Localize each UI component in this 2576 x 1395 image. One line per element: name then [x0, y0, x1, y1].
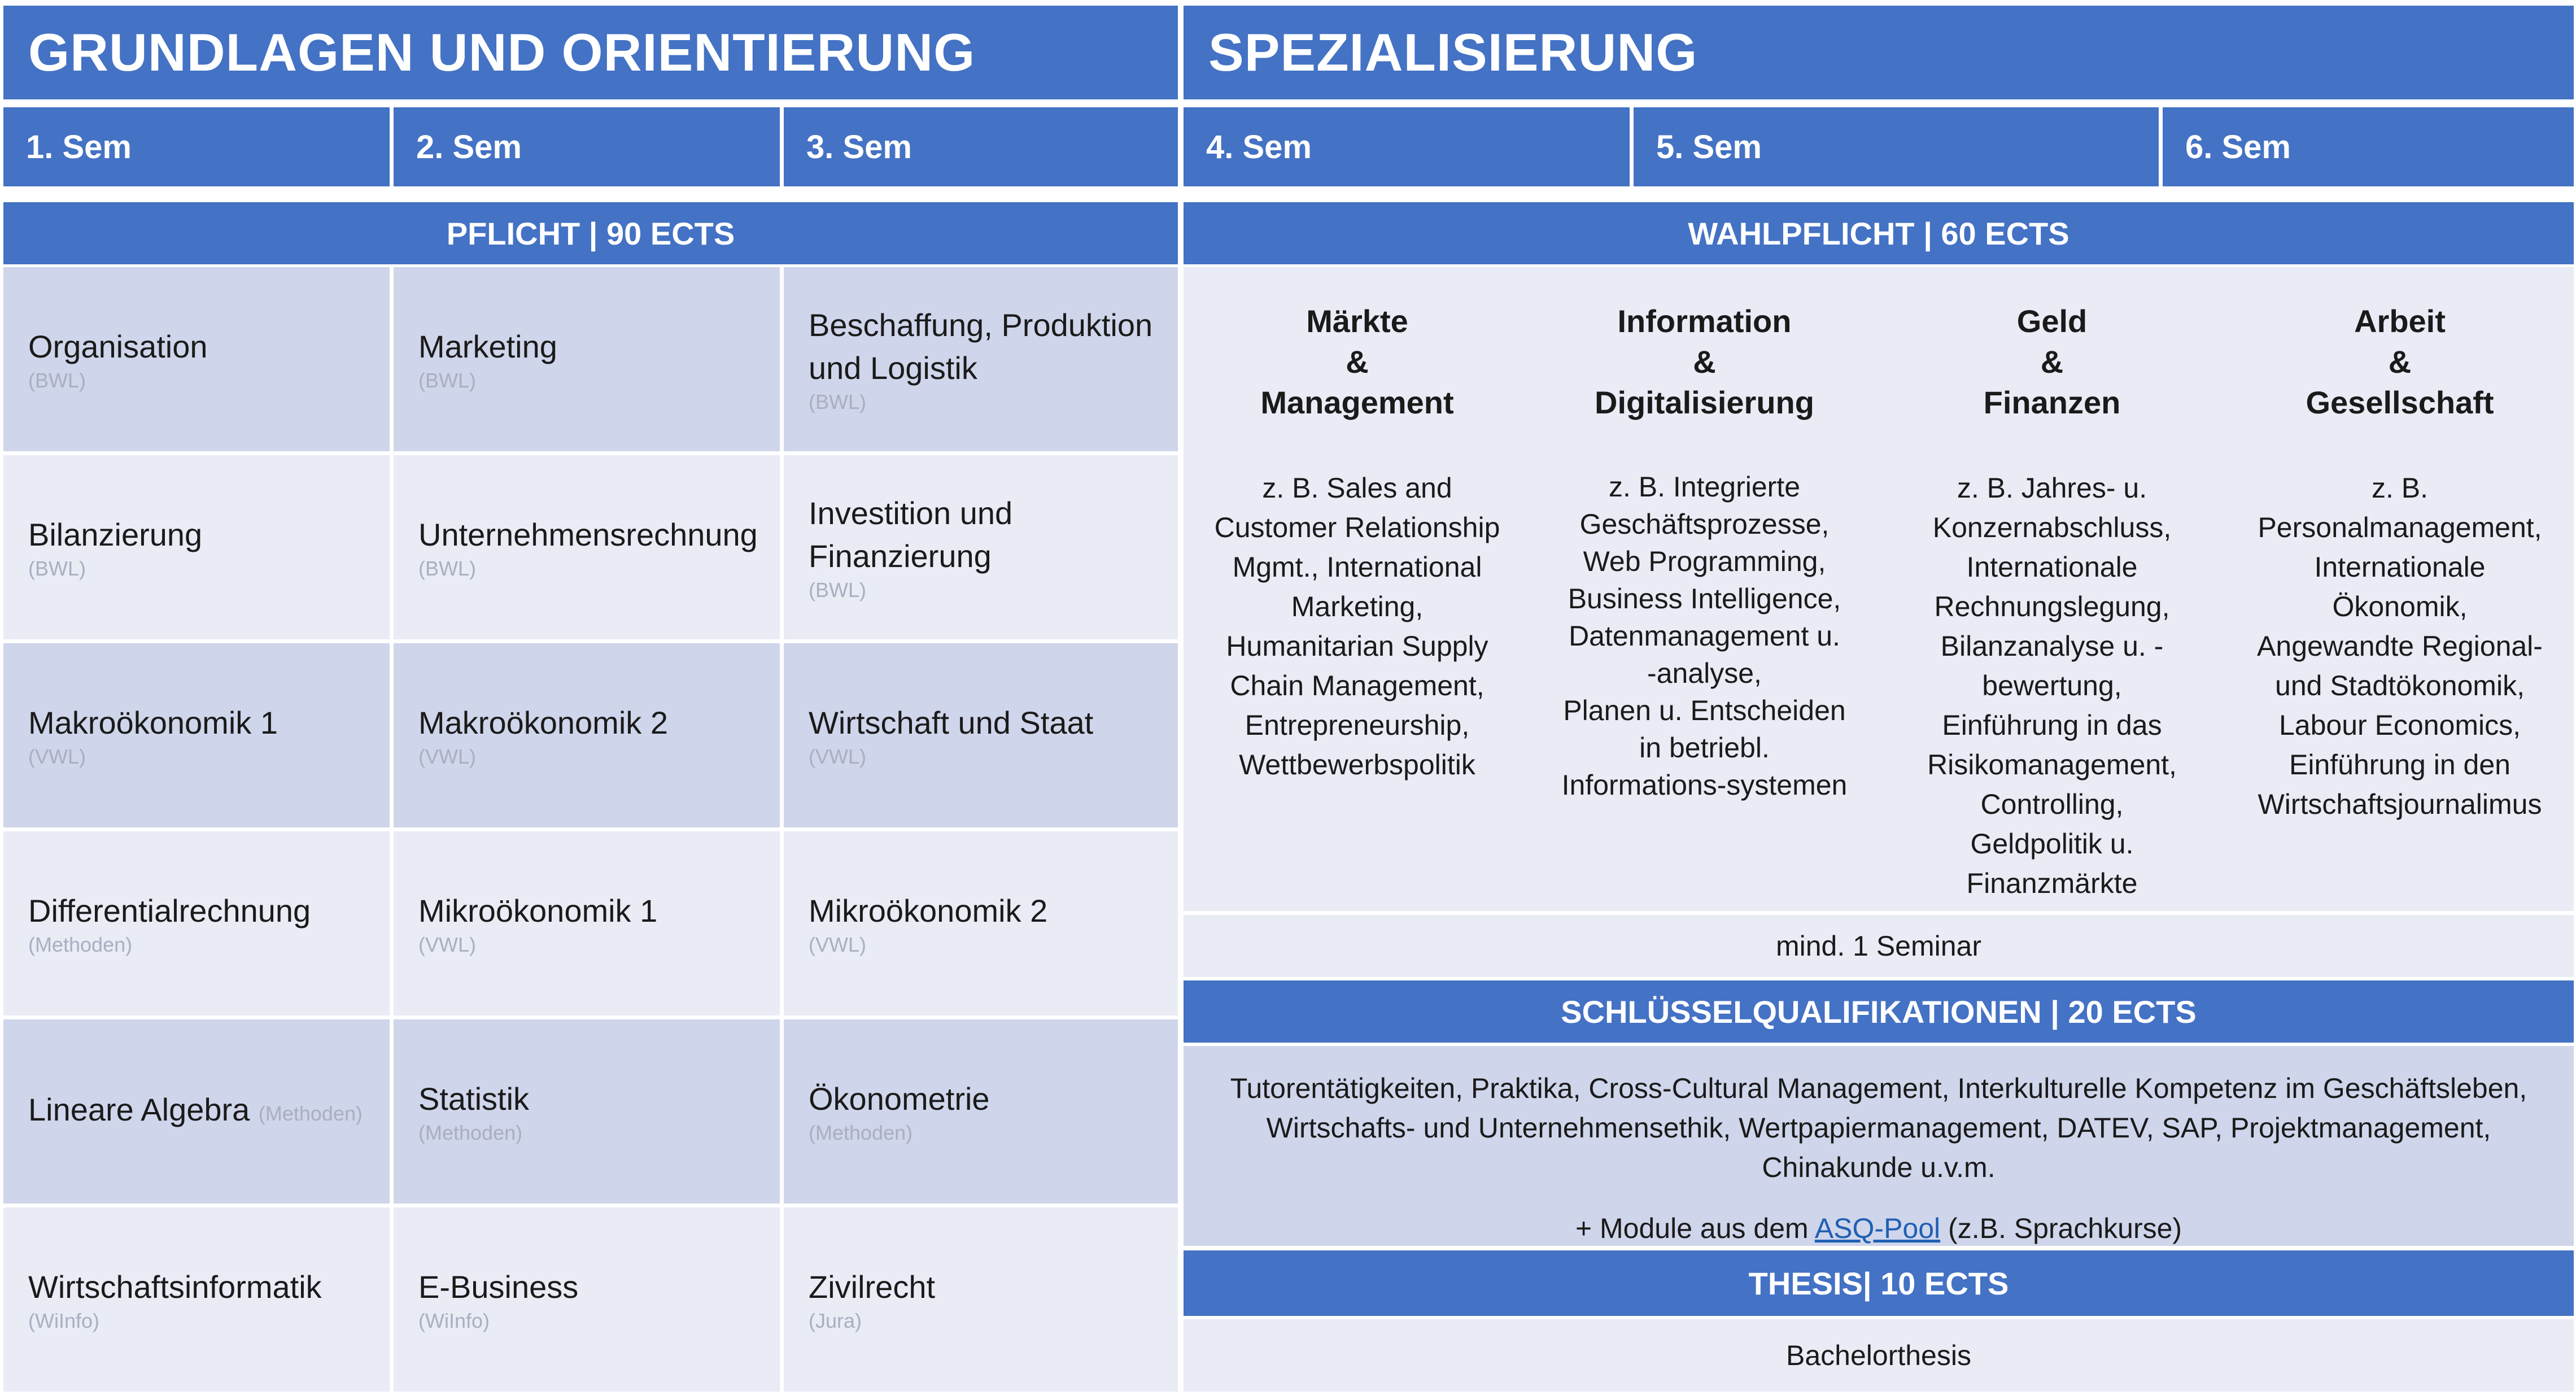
course-tag: (BWL) [809, 390, 866, 413]
field-heading-line: Management [1260, 385, 1454, 420]
course-tag: (BWL) [28, 369, 86, 392]
course-lineare-algebra [3, 1019, 390, 1204]
course-name: E-Business [418, 1269, 579, 1305]
field-desc-line: Internationale [2314, 551, 2486, 583]
field-arbeit-gesellschaft [2226, 267, 2574, 911]
course-name: Investition und Finanzierung [809, 495, 1013, 574]
field-desc-line: Mgmt., International [1232, 551, 1482, 583]
course-mikro-2 [784, 831, 1178, 1015]
field-desc-line: Ökonomik, [2332, 591, 2468, 622]
course-organisation [3, 267, 390, 451]
course-name: Organisation [28, 329, 208, 364]
field-desc-line: z. B. Integrierte [1608, 471, 1801, 503]
asq-pool-link[interactable]: ASQ-Pool [1814, 1213, 1941, 1244]
course-tag: (BWL) [28, 557, 86, 580]
field-desc-line: Personalmanagement, [2258, 512, 2542, 543]
field-desc-line: Business Intelligence, [1568, 583, 1841, 614]
course-name: Mikroökonomik 2 [809, 893, 1048, 928]
field-maerkte-management [1184, 267, 1531, 911]
course-zivilrecht [784, 1207, 1178, 1392]
course-wirtschaftsinformatik [3, 1207, 390, 1392]
field-heading-line: Geld [2016, 303, 2088, 339]
course-name: Unternehmensrechnung [418, 517, 758, 552]
course-tag: (WiInfo) [28, 1309, 99, 1332]
semester-4-header: 4. Sem [1184, 107, 1630, 186]
pflicht-band: PFLICHT | 90 ECTS [3, 202, 1178, 264]
course-name: Lineare Algebra [28, 1091, 250, 1127]
semester-2-header: 2. Sem [394, 107, 780, 186]
field-desc-line: bewertung, [1982, 670, 2122, 701]
field-desc-line: Web Programming, [1583, 546, 1826, 577]
field-heading [2232, 301, 2568, 423]
course-tag: (WiInfo) [418, 1309, 490, 1332]
course-name: Differentialrechnung [28, 893, 311, 928]
thesis-band: THESIS| 10 ECTS [1184, 1250, 2574, 1316]
course-name: Bilanzierung [28, 517, 203, 552]
asq-prefix: + Module aus dem [1575, 1213, 1815, 1244]
field-desc-line: Chain Management, [1230, 670, 1485, 701]
course-makro-1 [3, 643, 390, 827]
field-desc-line: Labour Economics, [2278, 709, 2521, 741]
section-title-grundlagen: GRUNDLAGEN UND ORIENTIERUNG [3, 6, 1178, 99]
course-differentialrechnung [3, 831, 390, 1015]
course-tag: (VWL) [809, 745, 866, 768]
field-desc-line: Informations-systemen [1561, 769, 1848, 801]
field-desc-line: z. B. Jahres- u. [1957, 472, 2147, 504]
field-heading-line: & [1346, 344, 1369, 380]
field-desc-line: Entrepreneurship, [1245, 709, 1470, 741]
course-name: Zivilrecht [809, 1269, 936, 1305]
course-name: Makroökonomik 1 [28, 705, 278, 740]
field-desc-line: Wirtschaftsjournalimus [2258, 788, 2542, 820]
course-marketing [394, 267, 780, 451]
course-name: Mikroökonomik 1 [418, 893, 658, 928]
schluessel-panel [1184, 1046, 2574, 1246]
semester-3-header: 3. Sem [784, 107, 1178, 186]
schluessel-text [1184, 1046, 2574, 1187]
semester-5-header: 5. Sem [1634, 107, 2159, 186]
course-tag: (VWL) [418, 745, 476, 768]
field-heading-line: Gesellschaft [2306, 385, 2494, 420]
field-heading [1884, 301, 2220, 423]
field-heading-line: & [2388, 344, 2412, 380]
course-tag: (VWL) [418, 933, 476, 956]
course-oekonometrie [784, 1019, 1178, 1204]
course-name-with-tag [28, 1088, 373, 1135]
course-name: Ökonometrie [809, 1081, 990, 1117]
field-description [1536, 468, 1872, 804]
course-unternehmensrechnung [394, 455, 780, 639]
field-desc-line: Wettbewerbspolitik [1239, 749, 1475, 781]
course-e-business [394, 1207, 780, 1392]
field-desc-line: Angewandte Regional- [2257, 630, 2543, 662]
field-heading-line: Märkte [1306, 303, 1408, 339]
field-desc-line: Risikomanagement, [1927, 749, 2177, 781]
field-desc-line: Konzernabschluss, [1932, 512, 2172, 543]
field-desc-line: in betriebl. [1639, 732, 1770, 764]
wahlpflicht-panel [1184, 267, 2574, 911]
field-heading-line: Digitalisierung [1595, 385, 1814, 420]
field-desc-line: Bilanzanalyse u. - [1940, 630, 2164, 662]
field-heading-line: Information [1617, 303, 1792, 339]
course-tag: (BWL) [418, 557, 476, 580]
thesis-text: Bachelorthesis [1184, 1319, 2574, 1392]
section-title-spezialisierung: SPEZIALISIERUNG [1184, 6, 2574, 99]
field-desc-line: Controlling, [1980, 788, 2124, 820]
field-heading-line: & [1693, 344, 1716, 380]
course-tag: (Methoden) [809, 1121, 913, 1144]
course-tag: (Methoden) [28, 933, 133, 956]
course-tag: (Methoden) [418, 1121, 523, 1144]
asq-suffix: (z.B. Sprachkurse) [1940, 1213, 2182, 1244]
course-tag: (Methoden) [258, 1101, 363, 1125]
course-bilanzierung [3, 455, 390, 639]
wahlpflicht-band: WAHLPFLICHT | 60 ECTS [1184, 202, 2574, 264]
semester-1-header: 1. Sem [3, 107, 390, 186]
field-heading [1536, 301, 1872, 423]
seminar-note: mind. 1 Seminar [1184, 915, 2574, 977]
course-wirtschaft-staat [784, 643, 1178, 827]
course-name: Beschaffung, Produktion und Logistik [809, 307, 1153, 386]
course-name: Wirtschaftsinformatik [28, 1269, 322, 1305]
field-heading [1189, 301, 1525, 423]
field-desc-line: Finanzmärkte [1966, 867, 2138, 899]
field-heading-line: & [2040, 344, 2064, 380]
course-tag: (Jura) [809, 1309, 862, 1332]
field-desc-line: Einführung in das [1942, 709, 2162, 741]
field-desc-line: und Stadtökonomik, [2275, 670, 2525, 701]
field-desc-line: Geldpolitik u. [1970, 828, 2134, 860]
field-desc-line: Einführung in den [2289, 749, 2510, 781]
schluessel-band: SCHLÜSSELQUALIFIKATIONEN | 20 ECTS [1184, 980, 2574, 1043]
field-desc-line: z. B. [2371, 472, 2429, 504]
schluessel-text-line: Wirtschafts- und Unternehmensethik, Wertpapiermanagement, DATEV, SAP, Projektmanagement, [1266, 1112, 2491, 1144]
course-name: Marketing [418, 329, 557, 364]
course-tag: (VWL) [809, 933, 866, 956]
course-tag: (VWL) [28, 745, 86, 768]
course-makro-2 [394, 643, 780, 827]
field-desc-line: Marketing, [1291, 591, 1424, 622]
field-desc-line: z. B. Sales and [1262, 472, 1452, 504]
course-tag: (BWL) [418, 369, 476, 392]
asq-pool-note [1184, 1209, 2574, 1248]
course-name: Wirtschaft und Staat [809, 705, 1094, 740]
field-desc-line: Planen u. Entscheiden [1563, 695, 1846, 726]
field-desc-line: Datenmanagement u. [1569, 620, 1840, 652]
semester-6-header: 6. Sem [2163, 107, 2574, 186]
field-desc-line: -analyse, [1647, 657, 1762, 689]
field-desc-line: Geschäftsprozesse, [1579, 508, 1830, 540]
field-information-digitalisierung [1531, 267, 1878, 911]
schluessel-text-line: Chinakunde u.v.m. [1762, 1152, 1996, 1183]
field-geld-finanzen [1878, 267, 2226, 911]
field-desc-line: Rechnungslegung, [1934, 591, 2170, 622]
field-desc-line: Customer Relationship [1214, 512, 1500, 543]
field-heading-line: Arbeit [2354, 303, 2446, 339]
course-statistik [394, 1019, 780, 1204]
course-investition [784, 455, 1178, 639]
field-description [1189, 468, 1525, 784]
course-tag: (BWL) [809, 578, 866, 601]
course-beschaffung [784, 267, 1178, 451]
schluessel-text-line: Tutorentätigkeiten, Praktika, Cross-Cultural Management, Interkulturelle Kompetenz im Geschäftsleben, [1230, 1073, 2527, 1104]
course-name: Makroökonomik 2 [418, 705, 668, 740]
course-mikro-1 [394, 831, 780, 1015]
field-heading-line: Finanzen [1983, 385, 2121, 420]
field-description [1884, 468, 2220, 903]
field-desc-line: Internationale [1966, 551, 2138, 583]
field-desc-line: Humanitarian Supply [1226, 630, 1488, 662]
field-description [2232, 468, 2568, 824]
course-name: Statistik [418, 1081, 530, 1117]
